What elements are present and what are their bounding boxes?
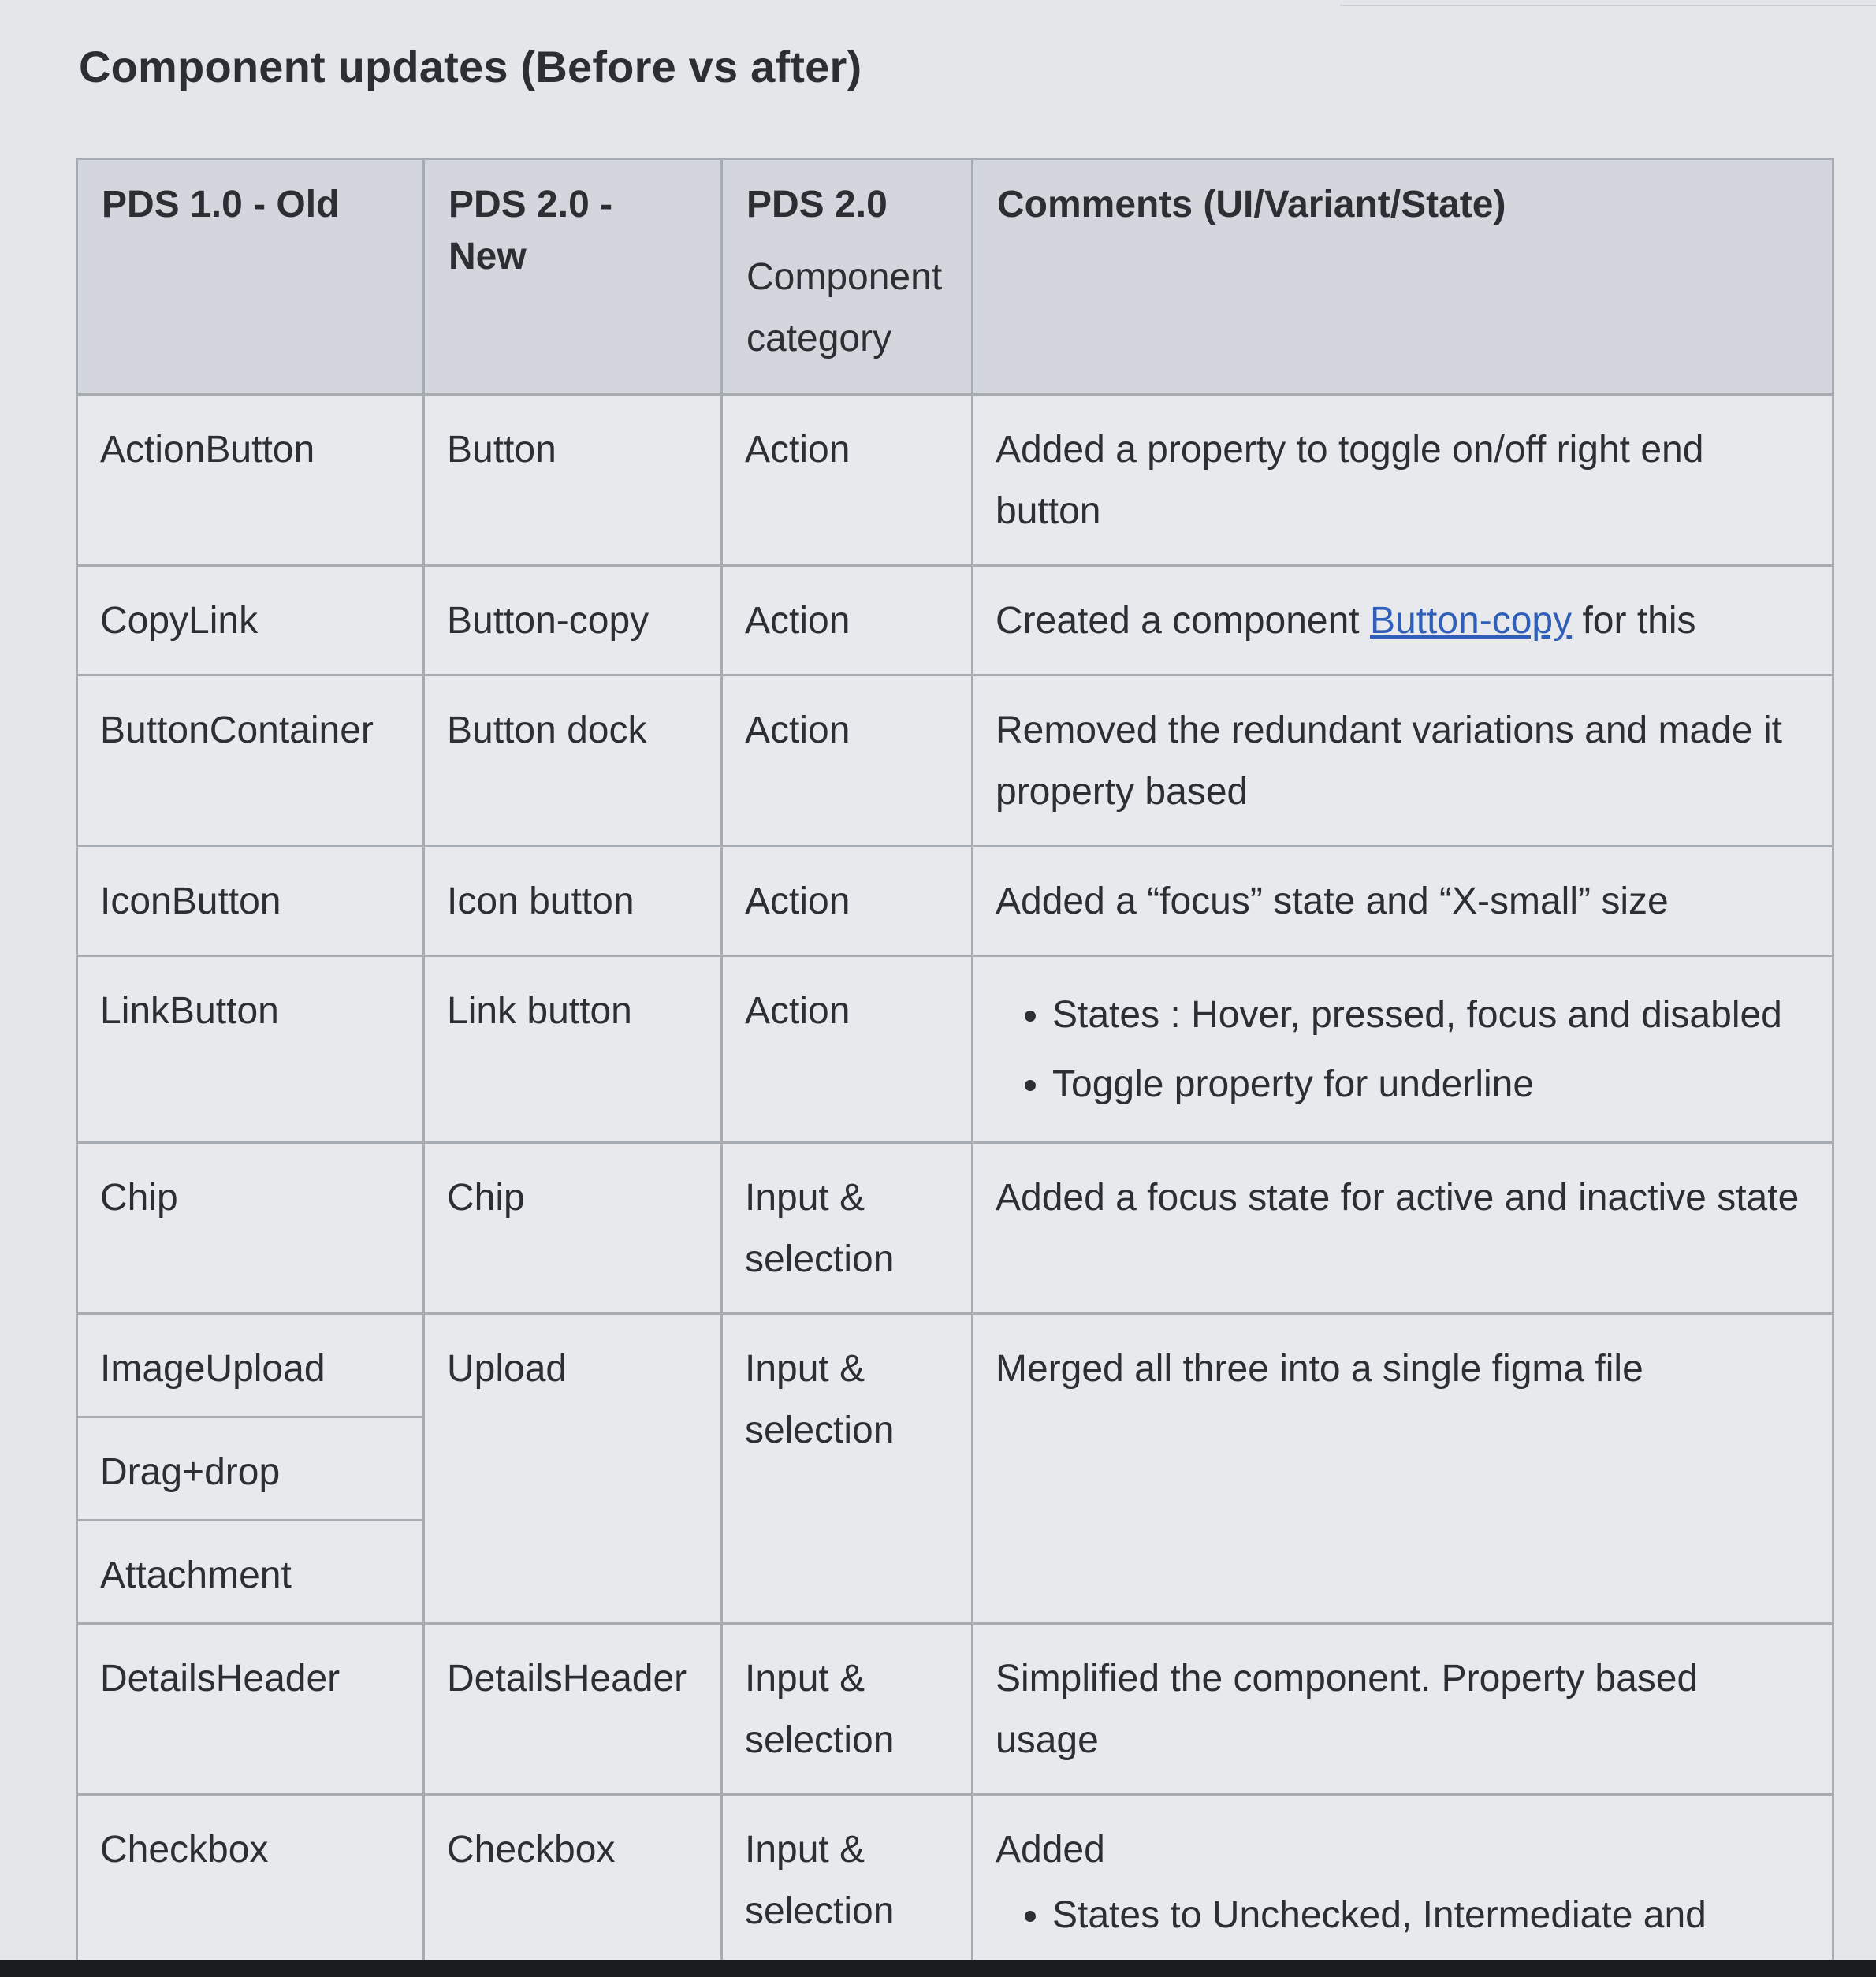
table-row [77, 847, 1833, 956]
cell-comment [973, 1795, 1833, 1974]
comparison-table-wrapper [76, 158, 1832, 1975]
cell-new: Icon button [424, 847, 722, 956]
cell-new: Link button [424, 956, 722, 1143]
comment-text: for this [1572, 600, 1696, 642]
cell-new: Button-copy [424, 566, 722, 676]
cell-category: Action [722, 956, 973, 1143]
cell-category: Action [722, 847, 973, 956]
button-copy-link[interactable]: Button-copy [1369, 600, 1573, 642]
cell-new: Chip [424, 1143, 722, 1314]
cell-comment: Merged all three into a single figma file [973, 1314, 1833, 1624]
bottom-bar [0, 1960, 1876, 1977]
section-title: Component updates (Before vs after) [79, 42, 862, 91]
cell-comment: Added a property to toggle on/off right end button [973, 395, 1833, 566]
cell-new: Upload [424, 1314, 722, 1624]
cell-comment [973, 566, 1833, 676]
cell-category: Input & selection [722, 1795, 973, 1974]
cell-category: Input & selection [722, 1624, 973, 1795]
cell-comment [973, 956, 1833, 1143]
cell-new: Button dock [424, 676, 722, 847]
cell-old: IconButton [77, 847, 424, 956]
cell-old-item: Attachment [100, 1554, 292, 1596]
table-row [77, 1314, 1833, 1624]
comment-bullet: • States : Hover, pressed, focus and disabled [1052, 981, 1810, 1050]
cell-category: Action [722, 676, 973, 847]
cell-old: ActionButton [77, 395, 424, 566]
comment-text: Added [996, 1829, 1105, 1871]
cell-new: Button [424, 395, 722, 566]
header-old: PDS 1.0 - Old [77, 159, 424, 395]
table-row [77, 956, 1833, 1143]
table-row [77, 566, 1833, 676]
top-divider [1340, 5, 1876, 6]
cell-category: Input & selection [722, 1314, 973, 1624]
comment-bullet-list [996, 1881, 1810, 1950]
cell-new: Checkbox [424, 1795, 722, 1974]
comment-text: Created a component [996, 600, 1370, 642]
cell-new: DetailsHeader [424, 1624, 722, 1795]
table-row [77, 1795, 1833, 1974]
cell-comment: Added a “focus” state and “X-small” size [973, 847, 1833, 956]
cell-old-item: Drag+drop [78, 1418, 422, 1521]
cell-old: ButtonContainer [77, 676, 424, 847]
table-row [77, 1143, 1833, 1314]
cell-comment: Simplified the component. Property based usage [973, 1624, 1833, 1795]
comment-bullet: • States to Unchecked, Intermediate and [1052, 1881, 1810, 1950]
cell-old: Checkbox [77, 1795, 424, 1974]
header-comments: Comments (UI/Variant/State) [973, 159, 1833, 395]
header-new: PDS 2.0 - New [424, 159, 722, 395]
cell-category: Action [722, 566, 973, 676]
cell-old: DetailsHeader [77, 1624, 424, 1795]
cell-comment: Removed the redundant variations and made it property based [973, 676, 1833, 847]
header-category [722, 159, 973, 395]
table-row [77, 1624, 1833, 1795]
cell-old-item: ImageUpload [78, 1315, 422, 1418]
comment-bullet: • Toggle property for underline [1052, 1050, 1810, 1119]
table-header-row [77, 159, 1833, 395]
cell-old: LinkButton [77, 956, 424, 1143]
comparison-table [76, 158, 1834, 1975]
cell-comment: Added a focus state for active and inactive state [973, 1143, 1833, 1314]
table-row [77, 395, 1833, 566]
header-category-title: PDS 2.0 [746, 184, 888, 225]
comment-bullet-list [996, 981, 1810, 1119]
cell-old: Chip [77, 1143, 424, 1314]
table-row [77, 676, 1833, 847]
header-category-sub: Component category [746, 256, 943, 359]
cell-category: Input & selection [722, 1143, 973, 1314]
cell-category: Action [722, 395, 973, 566]
cell-old-stack [77, 1314, 424, 1624]
cell-old: CopyLink [77, 566, 424, 676]
